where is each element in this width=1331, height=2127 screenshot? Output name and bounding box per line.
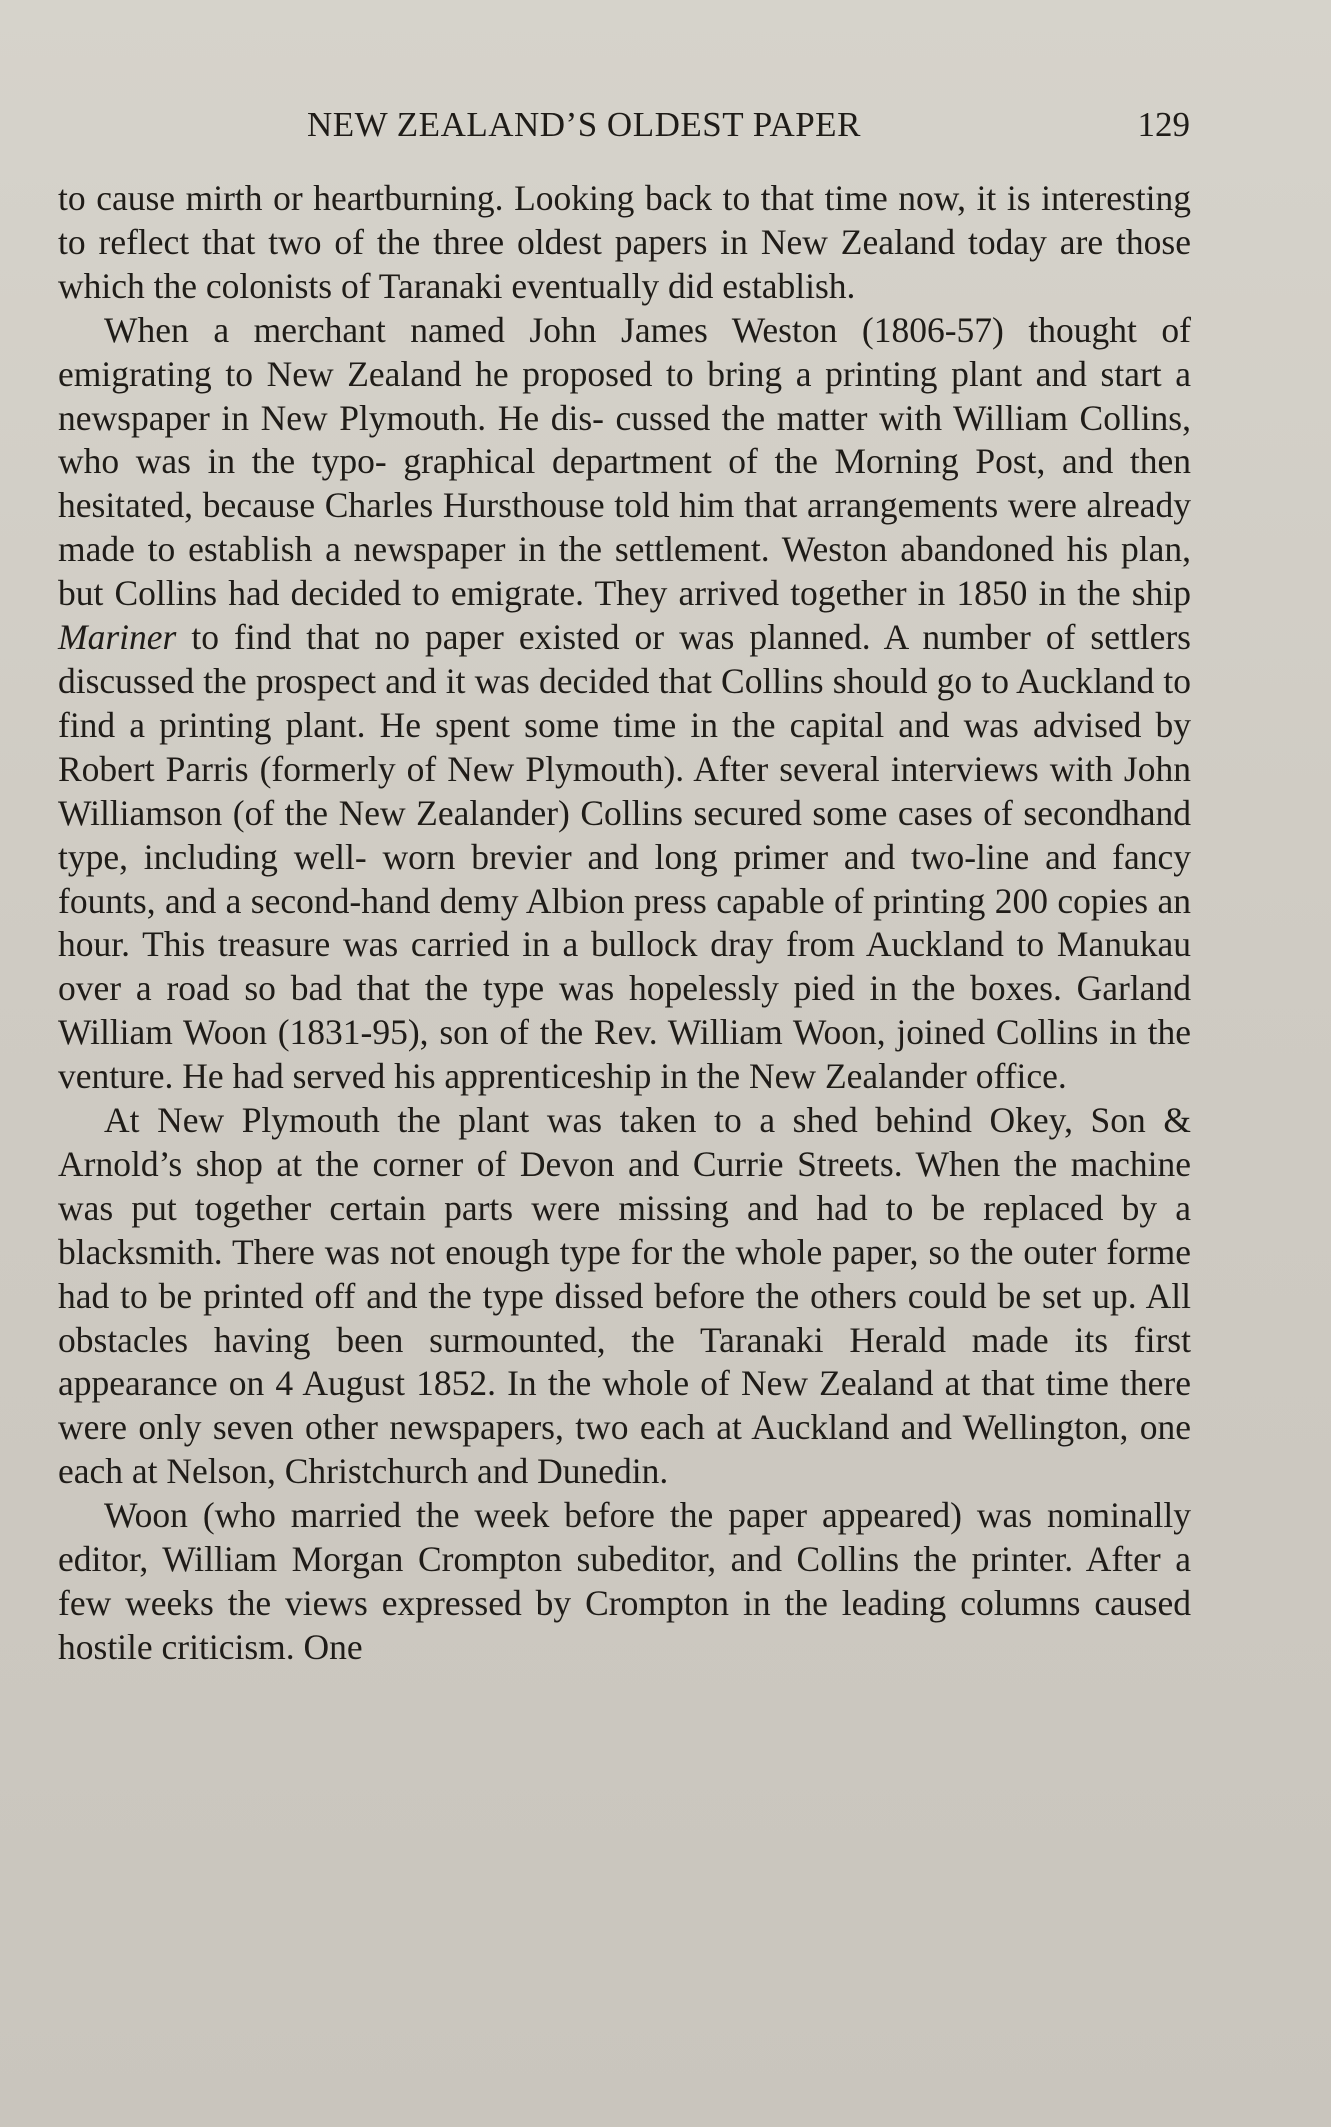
paragraph-new-plymouth: At New Plymouth the plant was taken to a shed behind Okey, Son & Arnold’s shop at the corner of Devon and Currie Streets. When the machine was put together certain parts were missing and had to be replaced by a blacksmith. There was not enough type for the whole paper, so the outer forme had to be printed off and the type dissed before the others could be set up. All obstacles having been surmounted, the Taranaki Herald made its first appearance on 4 August 1852. In the whole of New Zealand at that time there were only seven other newspapers, two each at Auckland and Wellington, one each at Nelson, Christchurch and Dunedin. bbox=[58, 1100, 1191, 1492]
running-head bbox=[58, 100, 1190, 150]
ship-name: Mariner bbox=[58, 617, 177, 658]
page-number: 129 bbox=[1137, 105, 1190, 144]
paragraph-woon-editor: Woon (who married the week before the paper appeared) was nominally editor, William Morgan Crompton subeditor, and Collins the printer. After a few weeks the views expressed by Crompton in the leading columns caused hostile criticism. One bbox=[58, 1495, 1191, 1667]
body-text bbox=[58, 177, 1191, 1670]
paragraph-text-before-ship: When a merchant named John James Weston (1806-57) thought of emigrating to New Zealand he proposed to bring a printing plant and start a newspaper in New Plymouth. He dis- cussed the matter with William Collins, who was in the typo- graphical department of the Morning Post, and then hesitated, because Charles Hursthouse told him that arrangements were already made to establish a newspaper in the settlement. Weston abandoned his plan, but Collins had decided to emigrate. They arrived together in 1850 in the ship bbox=[58, 309, 1191, 614]
running-title: NEW ZEALAND’S OLDEST PAPER bbox=[307, 105, 861, 144]
paragraph-weston-collins bbox=[58, 309, 1191, 1099]
paragraph-continued: to cause mirth or heartburning. Looking back to that time now, it is interesting to reflect that two of the three oldest papers in New Zealand today are those which the colonists of Taranaki eventually did establish. bbox=[58, 178, 1191, 306]
paragraph-text-after-ship: to find that no paper existed or was planned. A number of settlers discussed the prospect and it was decided that Collins should go to Auckland to find a printing plant. He spent some time in the capital and was advised by Robert Parris (formerly of New Plymouth). After several interviews with John Williamson (of the New Zealander) Collins secured some cases of secondhand type, including well- worn brevier and long primer and two-line and fancy founts, and a second-hand demy Albion press capable of printing 200 copies an hour. This treasure was carried in a bullock dray from Auckland to Manukau over a road so bad that the type was hopelessly pied in the boxes. Garland William Woon (1831-95), son of the Rev. William Woon, joined Collins in the venture. He had served his apprenticeship in the New Zealander office. bbox=[58, 617, 1191, 1097]
